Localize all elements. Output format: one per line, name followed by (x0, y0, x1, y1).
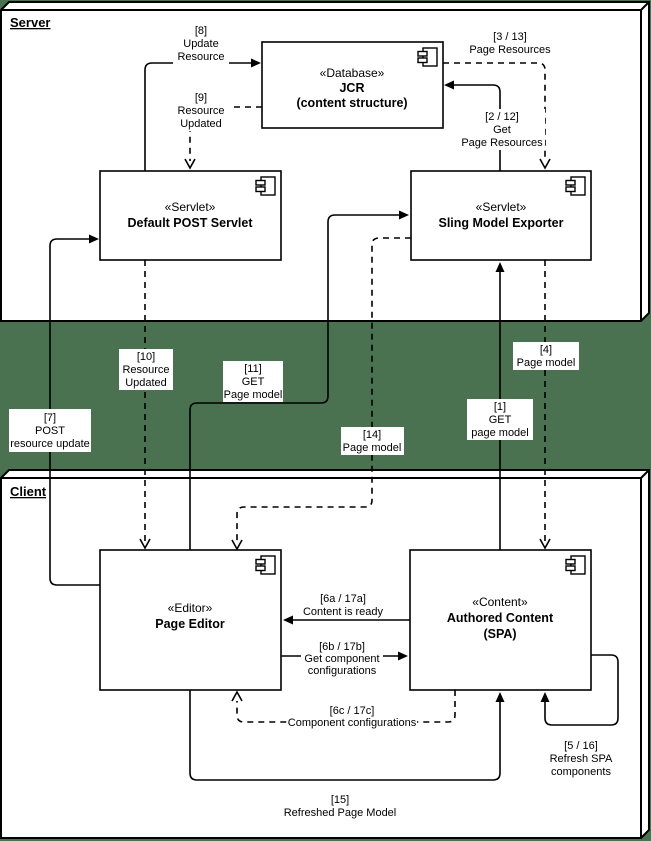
svg-text:Resource: Resource (177, 51, 225, 63)
svg-text:Resource: Resource (177, 105, 225, 117)
component-sling-model-exporter (411, 171, 591, 260)
svg-text:[5 / 16]: [5 / 16] (564, 740, 598, 752)
label-15-refreshed-page-model (281, 792, 399, 820)
svg-text:[11]: [11] (244, 363, 262, 375)
svg-text:Component configurations: Component configurations (287, 717, 417, 729)
svg-text:[2 / 12]: [2 / 12] (485, 111, 519, 123)
label-11-get-page-model (223, 361, 283, 402)
svg-text:Resource: Resource (122, 364, 170, 376)
svg-text:[7]: [7] (43, 412, 57, 424)
component-default-post-servlet (100, 171, 281, 260)
default-post-servlet-name: Default POST Servlet (127, 216, 253, 230)
svg-text:[6b / 17b]: [6b / 17b] (319, 641, 365, 653)
svg-text:[4]: [4] (539, 344, 553, 356)
svg-text:[6c / 17c]: [6c / 17c] (329, 705, 375, 717)
svg-text:Page model: Page model (223, 389, 283, 401)
label-6b-17b-get-component-configurations (301, 639, 383, 678)
svg-text:Content is ready: Content is ready (302, 606, 384, 618)
svg-text:[1]: [1] (493, 401, 507, 413)
jcr-stereotype: «Database» (319, 66, 385, 80)
authored-content-stereotype: «Content» (472, 595, 528, 609)
svg-text:[9]: [9] (194, 92, 208, 104)
label-5-16-refresh-spa-components (543, 738, 619, 779)
sling-model-exporter-name: Sling Model Exporter (438, 216, 564, 230)
svg-text:Updated: Updated (180, 118, 222, 130)
label-3-13-page-resources (464, 29, 556, 57)
svg-text:[14]: [14] (362, 429, 382, 441)
authored-content-subname: (SPA) (483, 627, 517, 641)
label-14-page-model (341, 427, 404, 455)
svg-text:Page model: Page model (516, 357, 576, 369)
svg-text:components: components (551, 766, 611, 778)
svg-text:Refreshed Page Model: Refreshed Page Model (283, 807, 397, 819)
component-authored-content (410, 550, 591, 690)
component-jcr (262, 42, 443, 128)
svg-text:Refresh SPA: Refresh SPA (549, 753, 613, 765)
label-7-post-resource-update (9, 409, 91, 452)
svg-text:Updated: Updated (125, 377, 167, 389)
label-4-page-model (513, 342, 579, 370)
svg-text:[10]: [10] (136, 351, 156, 363)
label-1-get-page-model (467, 399, 533, 440)
svg-text:[6a / 17a]: [6a / 17a] (320, 593, 366, 605)
label-2-12-get-page-resources (459, 109, 545, 150)
svg-text:GET: GET (488, 414, 512, 426)
svg-text:Page Resources: Page Resources (469, 44, 551, 56)
sling-model-exporter-stereotype: «Servlet» (475, 200, 527, 214)
svg-text:Get component: Get component (304, 653, 380, 665)
svg-text:[3 / 13]: [3 / 13] (493, 31, 527, 43)
svg-text:page model: page model (471, 427, 529, 439)
svg-text:configurations: configurations (307, 665, 377, 677)
svg-text:GET: GET (241, 376, 265, 388)
svg-text:[8]: [8] (194, 25, 208, 37)
svg-text:POST: POST (35, 425, 65, 437)
svg-text:Page model: Page model (342, 442, 402, 454)
authored-content-name: Authored Content (446, 611, 554, 625)
client-label: Client (10, 484, 47, 499)
jcr-subname: (content structure) (296, 96, 408, 110)
page-editor-name: Page Editor (155, 617, 225, 631)
page-editor-stereotype: «Editor» (167, 601, 213, 615)
label-8-update-resource (173, 23, 229, 64)
jcr-name: JCR (339, 81, 365, 95)
default-post-servlet-stereotype: «Servlet» (164, 200, 216, 214)
label-10-resource-updated (119, 349, 173, 390)
label-6a-17a-content-is-ready (303, 591, 384, 618)
svg-text:[15]: [15] (330, 794, 350, 806)
label-6c-17c-component-configurations (287, 704, 417, 730)
svg-text:Update: Update (183, 38, 219, 50)
server-label: Server (10, 15, 51, 30)
component-page-editor (100, 550, 281, 690)
label-9-resource-updated (171, 90, 231, 131)
svg-text:Get: Get (493, 124, 511, 136)
svg-text:Page Resources: Page Resources (461, 137, 543, 149)
svg-text:resource update: resource update (10, 438, 90, 450)
